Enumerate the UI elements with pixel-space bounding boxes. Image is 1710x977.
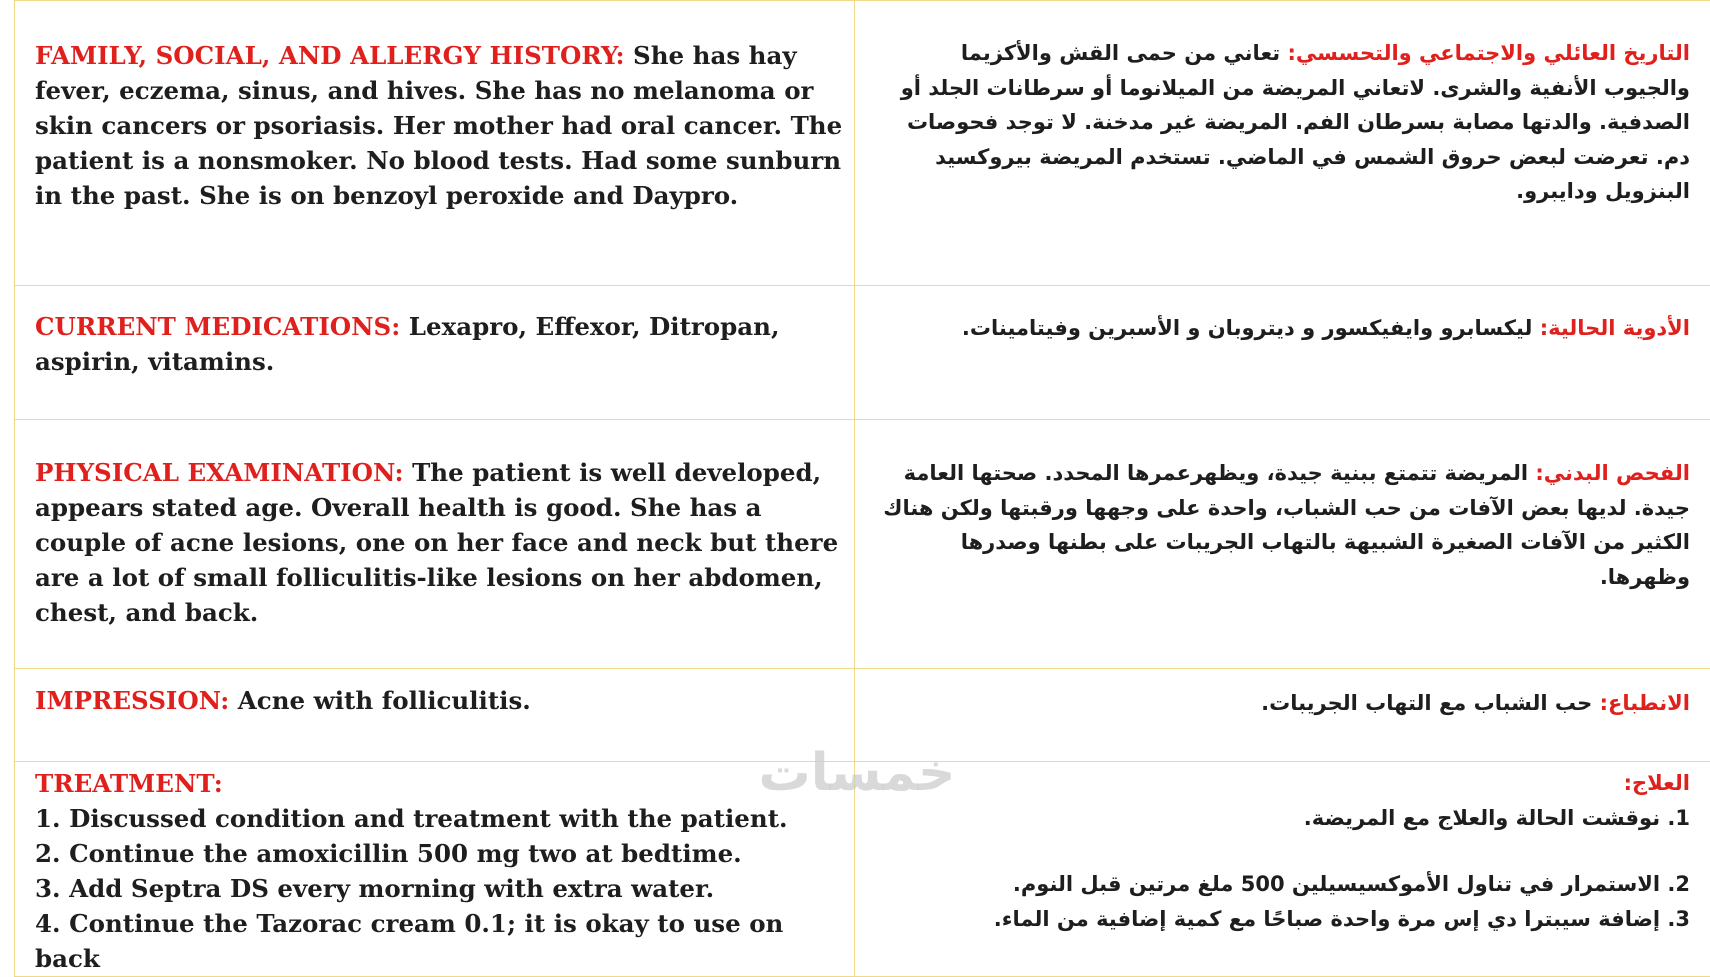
section-text: تعاني من حمى القش والأكزيما والجيوب الأنفية والشرى. لاتعاني المريضة من الميلانوما أو سرطانات الجلد أو الصدفية. والدتها مصابة بسرطان الفم. المريضة غير مدخنة. لا توجد فحوصات دم. تعرضت لبعض حروق الشمس في الماضي. تستخدم المريضة بيروكسيد البنزويل ودايبرو. bbox=[901, 41, 1690, 203]
section-label: الفحص البدني: bbox=[1535, 461, 1690, 485]
english-cell-medications bbox=[15, 286, 855, 420]
english-cell-impression bbox=[15, 669, 855, 762]
section-text: She has hay fever, eczema, sinus, and hives. She has no melanoma or skin cancers or psoriasis. Her mother had oral cancer. The patient is a nonsmoker. No blood tests. Had some sunburn in the past. She is on benzoyl peroxide and Daypro. bbox=[35, 41, 842, 210]
section-label: التاريخ العائلي والاجتماعي والتحسسي: bbox=[1288, 41, 1691, 65]
english-cell-history bbox=[15, 1, 855, 286]
section-label: TREATMENT: bbox=[35, 766, 844, 801]
section-text: Lexapro, Effexor, Ditropan, aspirin, vitamins. bbox=[35, 312, 780, 376]
arabic-cell-treatment bbox=[855, 762, 1710, 977]
table-row bbox=[15, 420, 1710, 669]
treatment-item: 4. Continue the Tazorac cream 0.1; it is okay to use on back bbox=[35, 906, 844, 976]
treatment-item: 1. Discussed condition and treatment with the patient. bbox=[35, 801, 844, 836]
bilingual-medical-table bbox=[14, 0, 1710, 977]
section-label: FAMILY, SOCIAL, AND ALLERGY HISTORY: bbox=[35, 41, 625, 70]
section-text: The patient is well developed, appears stated age. Overall health is good. She has a couple of acne lesions, one on her face and neck but there are a lot of small folliculitis-like lesions on her abdomen, chest, and back. bbox=[35, 458, 838, 627]
watermark-text: خمسات bbox=[758, 743, 955, 803]
english-cell-examination bbox=[15, 420, 855, 669]
section-text: المريضة تتمتع ببنية جيدة، ويظهرعمرها المحدد. صحتها العامة جيدة. لديها بعض الآفات من حب الشباب، واحدة على وجهها ورقبتها ولكن هناك الكثير من الآفات الصغيرة الشبيهة بالتهاب الجريبات على بطنها وصدرها وظهرها. bbox=[883, 461, 1690, 589]
treatment-item: 3. إضافة سيبترا دي إس مرة واحدة صباحًا مع كمية إضافية من الماء. bbox=[869, 902, 1690, 937]
arabic-cell-history bbox=[855, 1, 1710, 286]
section-text: Acne with folliculitis. bbox=[229, 686, 531, 715]
section-label: العلاج: bbox=[869, 766, 1690, 801]
treatment-item: 2. Continue the amoxicillin 500 mg two at bedtime. bbox=[35, 836, 844, 871]
spacer bbox=[869, 835, 1690, 867]
arabic-cell-impression bbox=[855, 669, 1710, 762]
table-row bbox=[15, 1, 1710, 286]
treatment-item: 3. Add Septra DS every morning with extra water. bbox=[35, 871, 844, 906]
section-label: CURRENT MEDICATIONS: bbox=[35, 312, 400, 341]
treatment-item: 1. نوقشت الحالة والعلاج مع المريضة. bbox=[869, 801, 1690, 836]
section-label: الانطباع: bbox=[1600, 691, 1690, 715]
section-text: حب الشباب مع التهاب الجريبات. bbox=[1261, 691, 1600, 715]
section-label: IMPRESSION: bbox=[35, 686, 229, 715]
section-label: PHYSICAL EXAMINATION: bbox=[35, 458, 404, 487]
arabic-cell-medications bbox=[855, 286, 1710, 420]
section-text: ليكسابرو وايفيكسور و ديتروبان و الأسبرين وفيتامينات. bbox=[962, 316, 1540, 340]
section-label: الأدوية الحالية: bbox=[1540, 316, 1690, 340]
watermark-logo bbox=[752, 738, 962, 808]
table-row bbox=[15, 286, 1710, 420]
arabic-cell-examination bbox=[855, 420, 1710, 669]
treatment-item: 2. الاستمرار في تناول الأموكسيسيلين 500 ملغ مرتين قبل النوم. bbox=[869, 867, 1690, 902]
english-cell-treatment bbox=[15, 762, 855, 977]
